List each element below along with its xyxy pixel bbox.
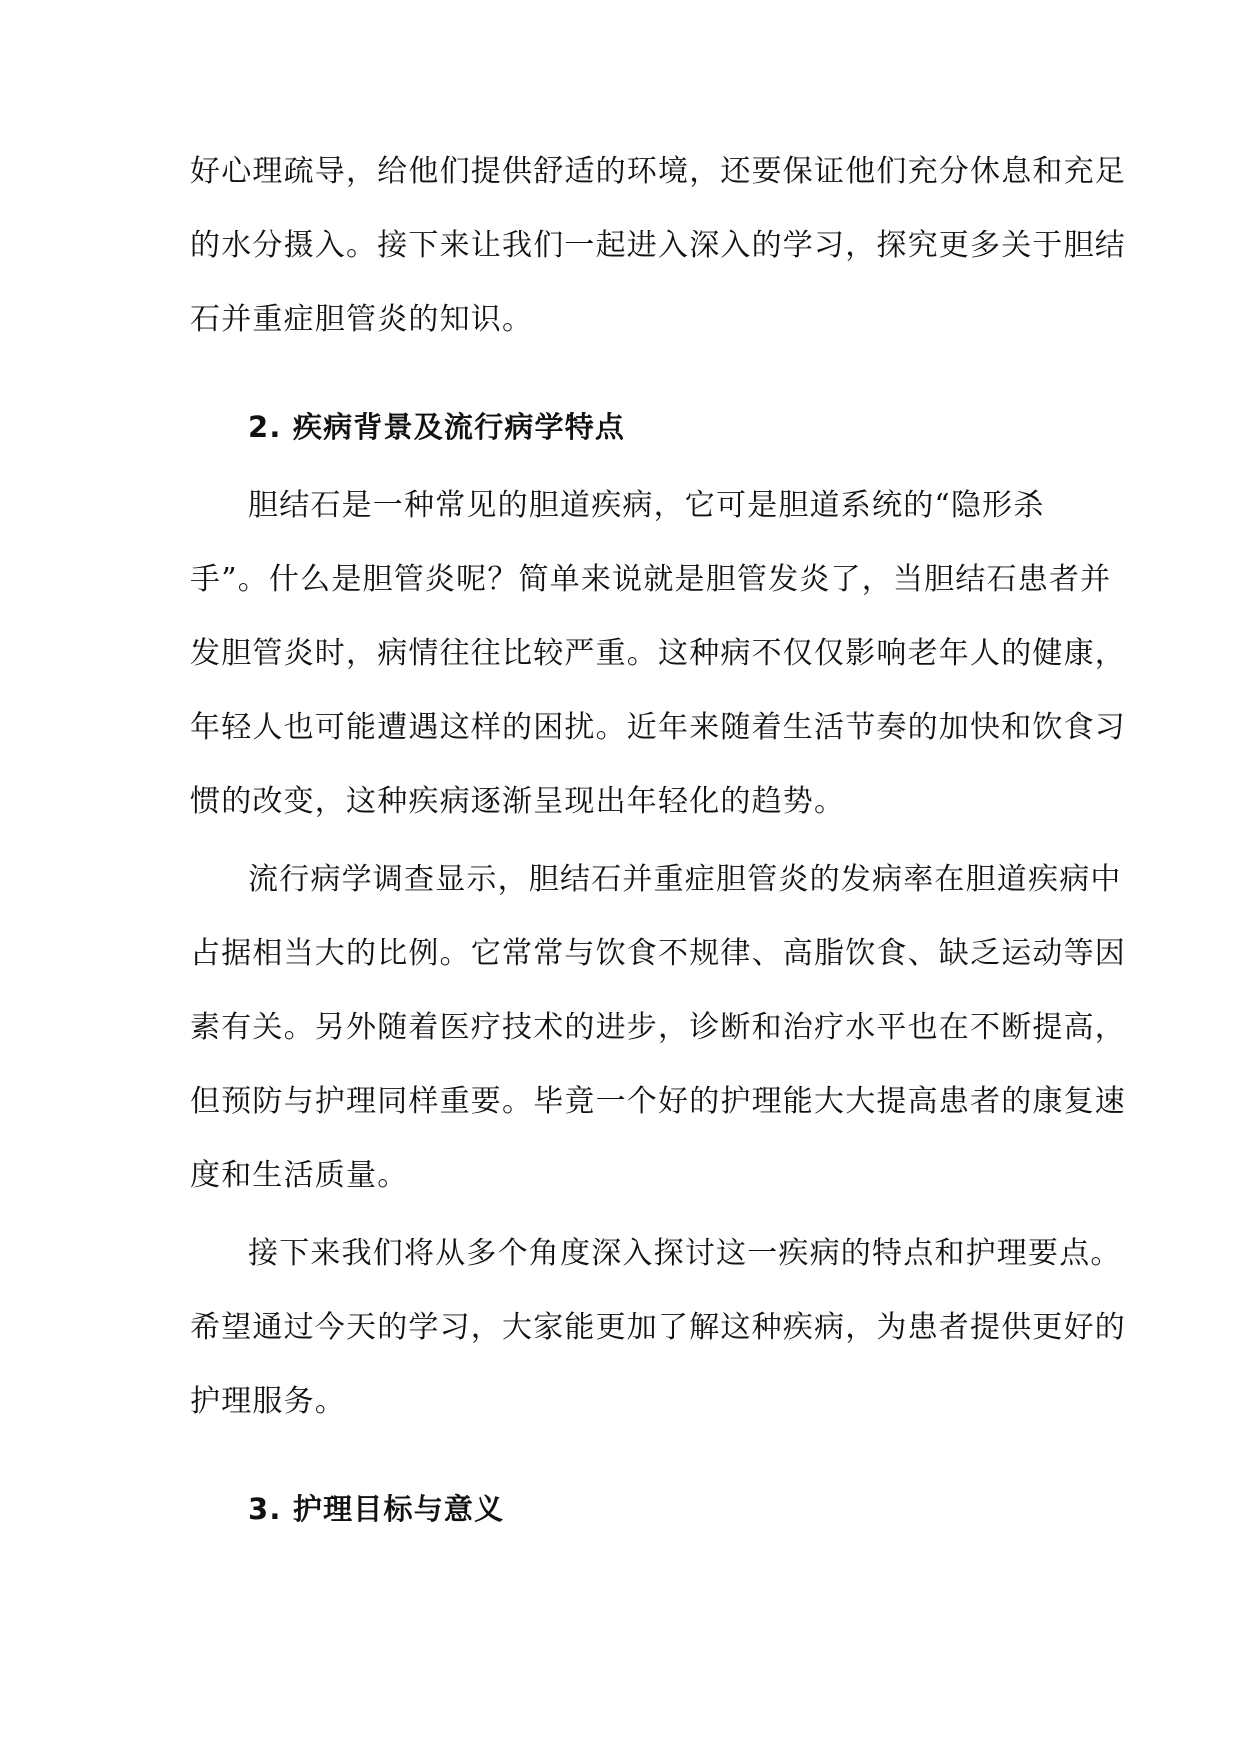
paragraph-line: 占据相当大的比例。它常常与饮食不规律、高脂饮食、缺乏运动等因 — [190, 936, 1126, 971]
paragraph-line: 度和生活质量。 — [190, 1158, 409, 1193]
section-heading: 2. 疾病背景及流行病学特点 — [248, 410, 626, 444]
paragraph-line: 护理服务。 — [190, 1384, 346, 1419]
paragraph-line: 素有关。另外随着医疗技术的进步，诊断和治疗水平也在不断提高， — [190, 1010, 1126, 1045]
section-heading: 3. 护理目标与意义 — [248, 1492, 505, 1526]
paragraph-line: 发胆管炎时，病情往往比较严重。这种病不仅仅影响老年人的健康， — [190, 636, 1126, 671]
paragraph-line: 的水分摄入。接下来让我们一起进入深入的学习，探究更多关于胆结 — [190, 228, 1126, 263]
paragraph-line: 手”。什么是胆管炎呢？简单来说就是胆管发炎了，当胆结石患者并 — [190, 562, 1112, 597]
paragraph-line: 接下来我们将从多个角度深入探讨这一疾病的特点和护理要点。 — [248, 1236, 1122, 1271]
paragraph-line: 石并重症胆管炎的知识。 — [190, 302, 534, 337]
paragraph-line: 惯的改变，这种疾病逐渐呈现出年轻化的趋势。 — [190, 784, 846, 819]
paragraph-line: 希望通过今天的学习，大家能更加了解这种疾病，为患者提供更好的 — [190, 1310, 1126, 1345]
paragraph-line: 好心理疏导，给他们提供舒适的环境，还要保证他们充分休息和充足 — [190, 154, 1126, 189]
paragraph-line: 流行病学调查显示，胆结石并重症胆管炎的发病率在胆道疾病中 — [248, 862, 1122, 897]
paragraph-line: 但预防与护理同样重要。毕竟一个好的护理能大大提高患者的康复速 — [190, 1084, 1126, 1119]
paragraph-line: 胆结石是一种常见的胆道疾病，它可是胆道系统的“隐形杀 — [248, 488, 1045, 523]
paragraph-line: 年轻人也可能遭遇这样的困扰。近年来随着生活节奏的加快和饮食习 — [190, 710, 1126, 745]
